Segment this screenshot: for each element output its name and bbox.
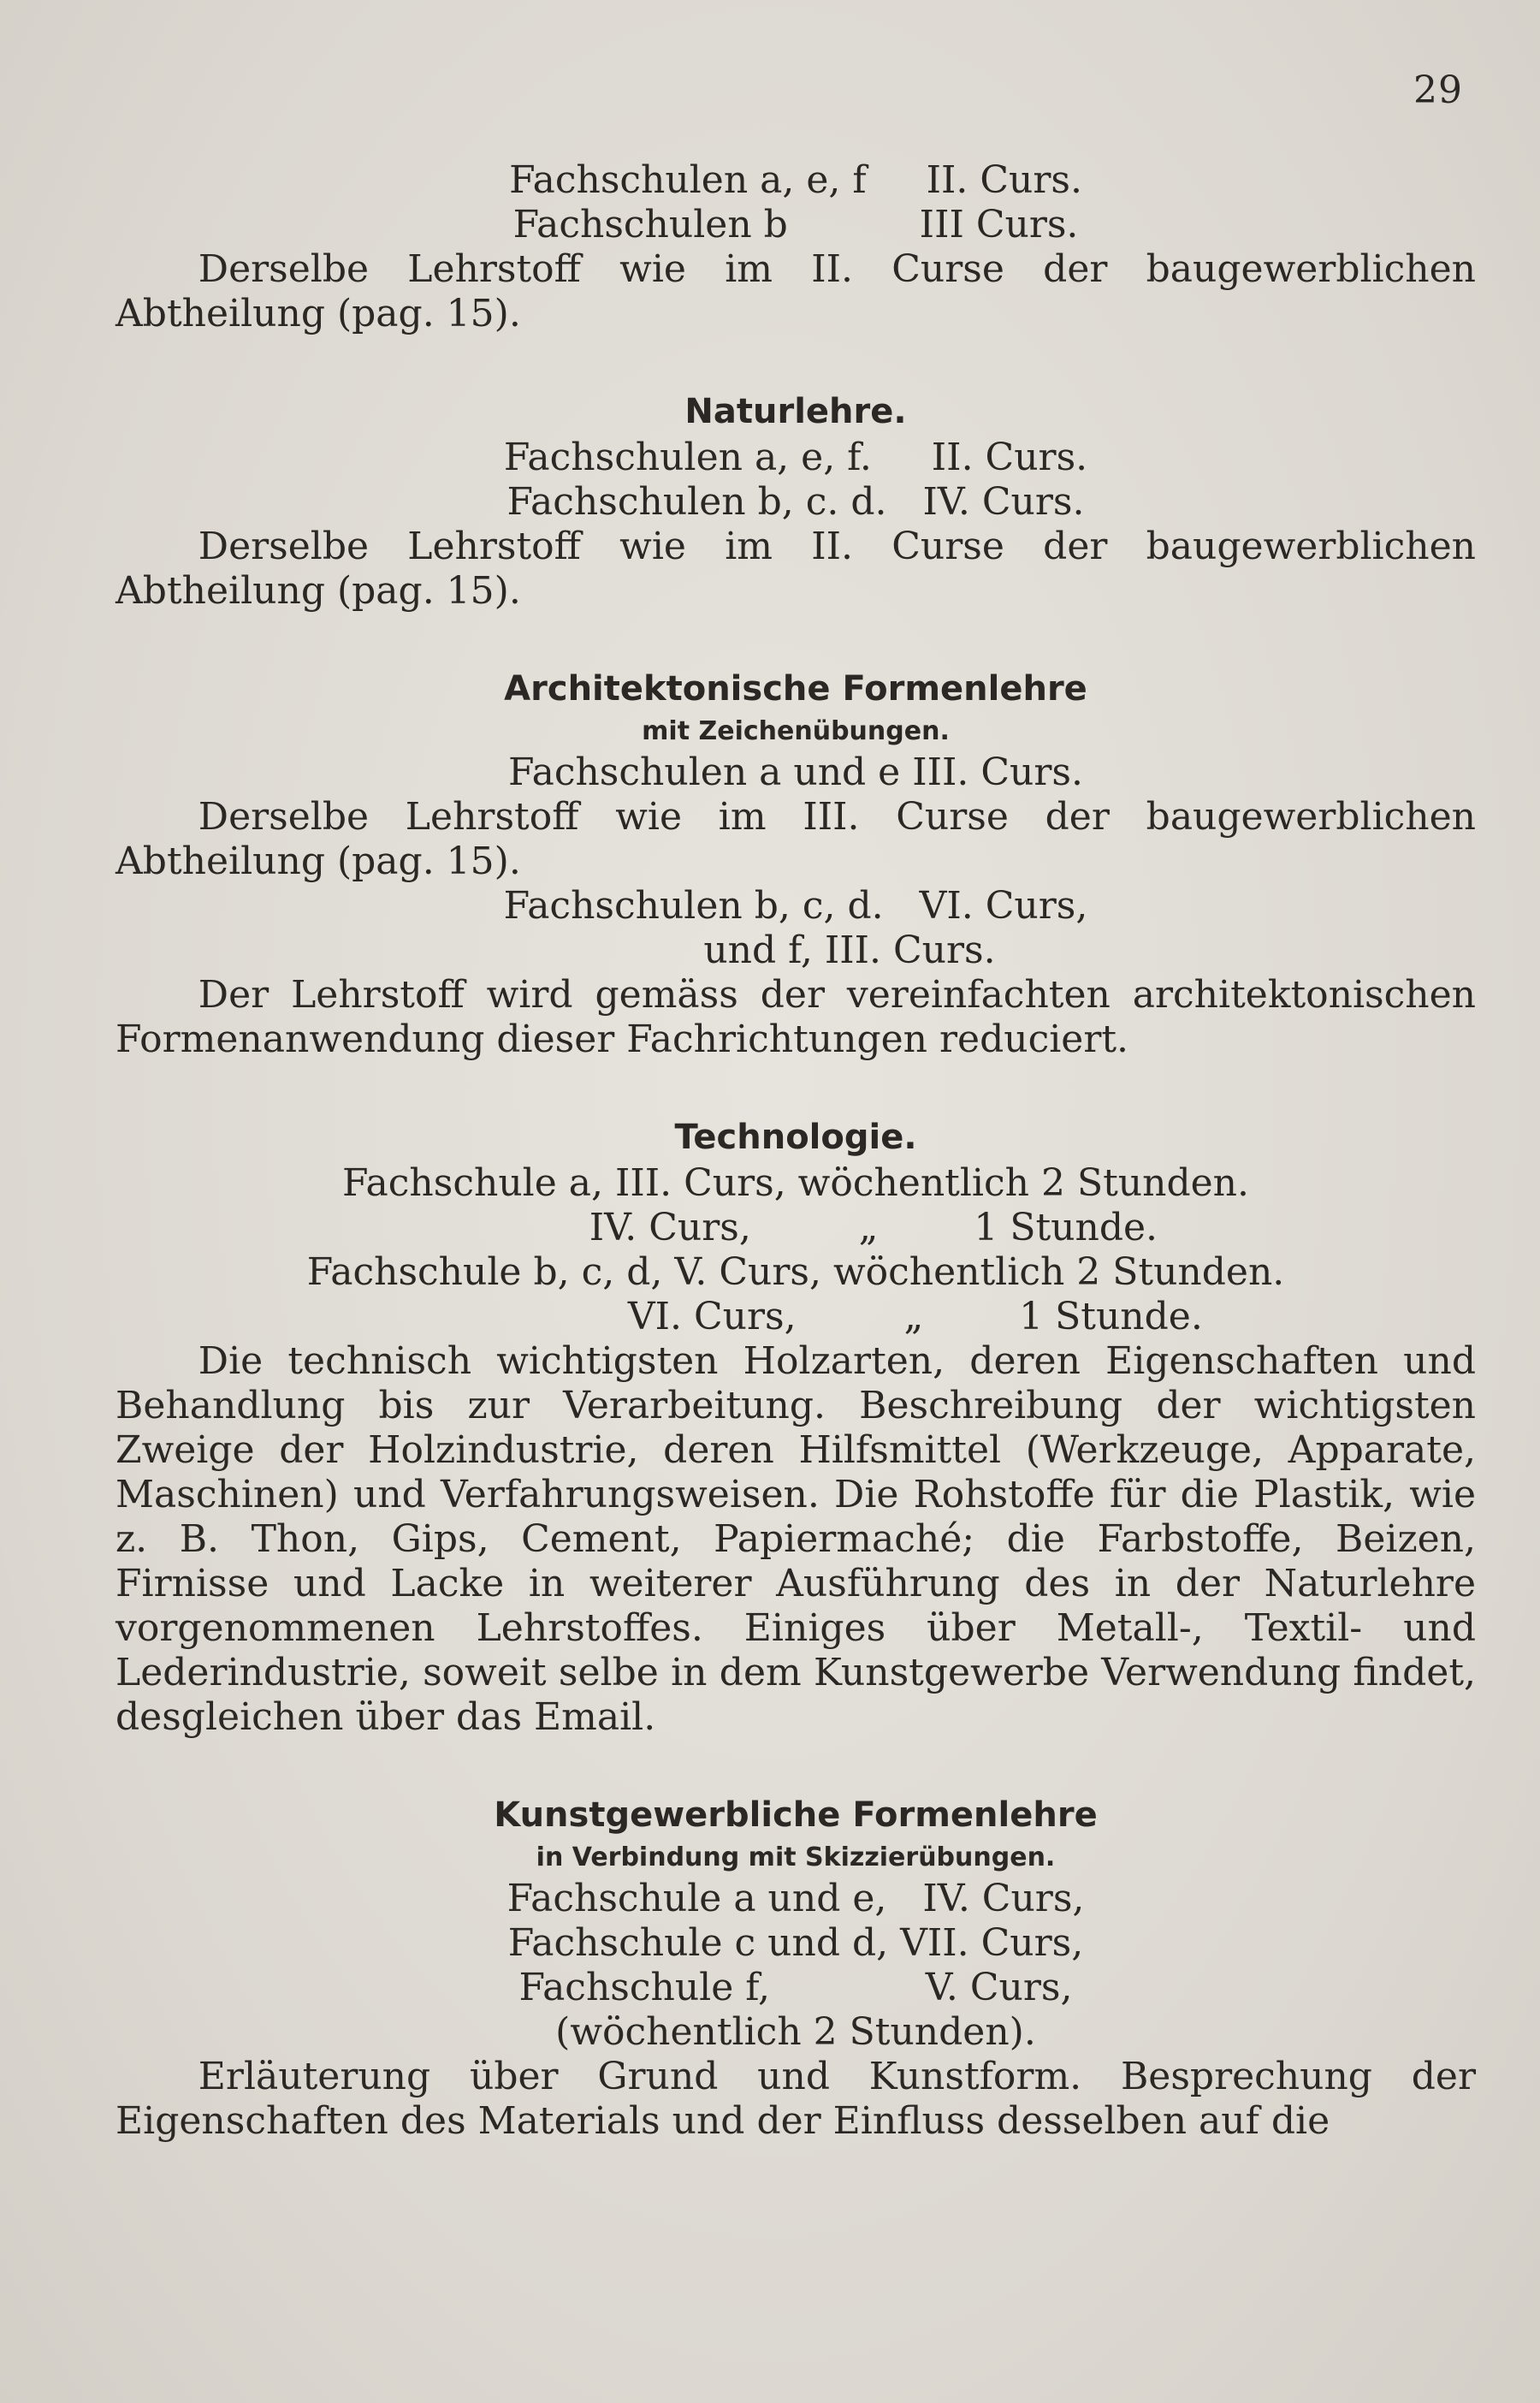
page-number: 29 [1413, 68, 1463, 112]
course-line: Fachschule a und e, IV. Curs, [506, 1877, 1085, 1920]
paragraph: Die technisch wichtigsten Holzarten, deren Eigenschaften und Behandlung bis zur Verarbeitung. Beschreibung der wichtigsten Zweige der Holzindustrie, deren Hilfsmittel (Werkzeuge, Apparate, Maschinen) und Verfahrungsweisen. Die Rohstoffe für die Plastik, wie z. B. Thon, Gips, Cement, Papiermaché; die Farbstoffe, Beizen, Firnisse und Lacke in weiterer Ausführung des in der Naturlehre vorgenommenen Lehrstoffes. Einiges über Metall-, Textil- und Lederindustrie, soweit selbe in dem Kunstgewerbe Verwendung findet, desgleichen über das Email. [116, 1339, 1476, 1739]
course-line: Fachschulen a, e, f II. Curs. [509, 158, 1082, 202]
course-line: Fachschulen a und e III. Curs. [508, 751, 1083, 794]
section-subheading: mit Zeichenübungen. [642, 716, 950, 746]
paragraph: Der Lehrstoff wird gemäss der vereinfachten architektonischen Formenanwendung dieser Fachrichtungen reduciert. [116, 973, 1476, 1061]
course-line: Fachschulen a, e, f. II. Curs. [503, 436, 1088, 479]
section-heading: Architektonische Formenlehre [504, 669, 1087, 709]
course-line: Fachschulen b, c, d. VI. Curs, [503, 884, 1088, 928]
course-line: Fachschule a, III. Curs, wöchentlich 2 Stunden. [342, 1161, 1249, 1205]
paragraph: Derselbe Lehrstoff wie im II. Curse der baugewerblichen Abtheilung (pag. 15). [116, 525, 1476, 613]
paragraph: Derselbe Lehrstoff wie im III. Curse der baugewerblichen Abtheilung (pag. 15). [116, 795, 1476, 883]
course-line: und f, III. Curs. [595, 929, 996, 972]
course-line: VI. Curs, „ 1 Stunde. [388, 1295, 1203, 1338]
paragraph: Erläuterung über Grund und Kunstform. Besprechung der Eigenschaften des Materials und der Einfluss desselben auf die [116, 2055, 1476, 2143]
section-heading: Technologie. [674, 1118, 917, 1157]
course-line: Fachschule b, c, d, V. Curs, wöchentlich 2 Stunden. [306, 1250, 1285, 1294]
section-heading: Naturlehre. [684, 392, 907, 431]
course-line: Fachschulen b, c. d. IV. Curs. [506, 480, 1085, 524]
section-subheading: in Verbindung mit Skizzierübungen. [536, 1842, 1056, 1872]
paragraph: Derselbe Lehrstoff wie im II. Curse der baugewerblichen Abtheilung (pag. 15). [116, 247, 1476, 335]
section-gap [116, 1062, 1476, 1113]
document-body [116, 158, 1476, 2144]
course-line: Fachschule c und d, VII. Curs, [507, 1921, 1084, 1965]
section-gap [116, 614, 1476, 665]
course-line: Fachschulen b III Curs. [512, 203, 1079, 246]
section-heading: Kunstgewerbliche Formenlehre [494, 1795, 1098, 1835]
course-line: Fachschule f, V. Curs, [518, 1966, 1073, 2009]
section-gap [116, 1740, 1476, 1791]
section-gap [116, 336, 1476, 388]
course-line: IV. Curs, „ 1 Stunde. [433, 1206, 1158, 1249]
course-line: (wöchentlich 2 Stunden). [555, 2010, 1036, 2054]
